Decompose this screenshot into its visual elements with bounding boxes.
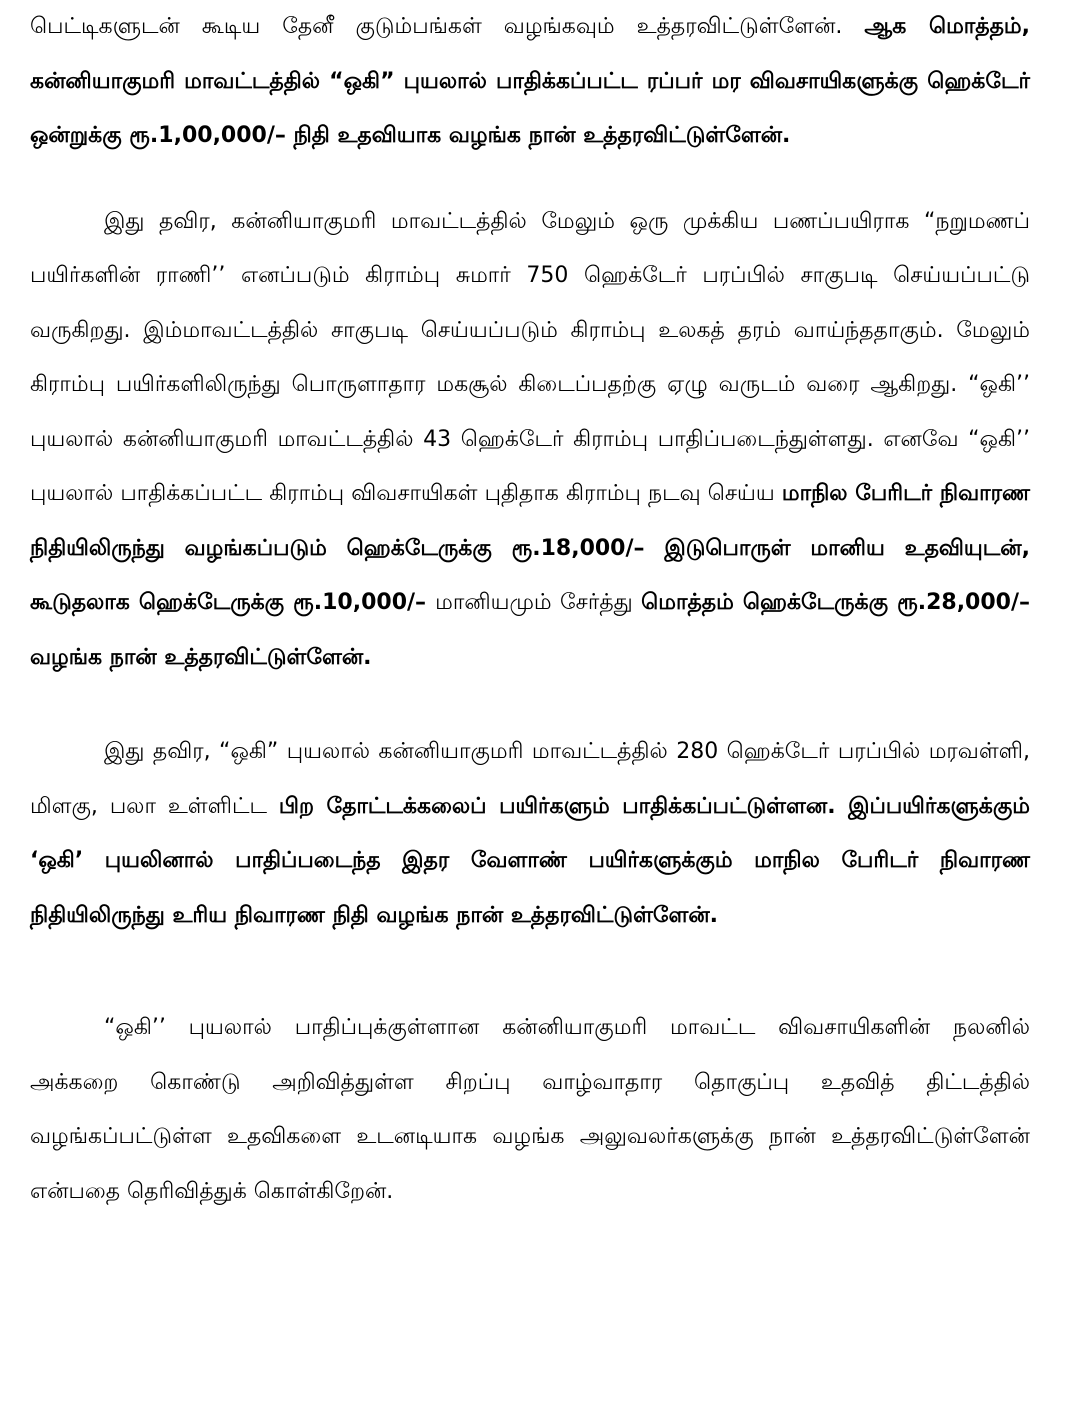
text-segment: இது தவிர, “ஒகி” புயலால் கன்னியாகுமரி மாவட்டத்தில் 280 ஹெக்டேர் பரப்பில் மரவள்ளி, மிளகு, பலா உள்ளிட்ட [30, 739, 1030, 819]
bold-text-segment: ஆக மொத்தம், கன்னியாகுமரி மாவட்டத்தில் “ஒகி” புயலால் பாதிக்கப்பட்ட ரப்பர் மர விவசாயிகளுக்கு ஹெக்டேர் ஒன்றுக்கு ரூ.1,00,000/– நிதி உதவியாக வழங்க நான் உத்தரவிட்டுள்ளேன். [30, 14, 1030, 148]
text-segment: “ஒகி’’ புயலால் பாதிப்புக்குள்ளான கன்னியாகுமரி மாவட்ட விவசாயிகளின் நலனில் அக்கறை கொண்டு அறிவித்துள்ள சிறப்பு வாழ்வாதார தொகுப்பு உதவித் திட்டத்தில் வழங்கப்பட்டுள்ள உதவிகளை உடனடியாக வழங்க அலுவலர்களுக்கு நான் உத்தரவிட்டுள்ளேன் என்பதை தெரிவித்துக் கொள்கிறேன். [30, 1015, 1030, 1204]
paragraph-rubber-farmers-relief [30, 0, 1030, 164]
document-page [30, 0, 1030, 1219]
bold-text-segment: பிற தோட்டக்கலைப் பயிர்களும் பாதிக்கப்பட்டுள்ளன. இப்பயிர்களுக்கும் ‘ஒகி’ புயலினால் பாதிப்படைந்த இதர வேளாண் பயிர்களுக்கும் மாநில பேரிடர் நிவாரண நிதியிலிருந்து உரிய நிவாரண நிதி வழங்க நான் உத்தரவிட்டுள்ளேன். [30, 793, 1030, 928]
paragraph-clove-farmers-relief [30, 195, 1030, 686]
bold-text-segment: மாநில பேரிடர் நிவாரண நிதியிலிருந்து வழங்கப்படும் ஹெக்டேருக்கு ரூ.18,000/– இடுபொருள் மானிய உதவியுடன், கூடுதலாக ஹெக்டேருக்கு ரூ.10,000/– [30, 481, 1030, 615]
paragraph-horticulture-crops-relief [30, 725, 1030, 943]
bold-text-segment: மொத்தம் ஹெக்டேருக்கு ரூ.28,000/– வழங்க நான் உத்தரவிட்டுள்ளேன். [30, 590, 1031, 670]
text-segment: பெட்டிகளுடன் கூடிய தேனீ குடும்பங்கள் வழங்கவும் உத்தரவிட்டுள்ளேன். [30, 14, 865, 39]
text-segment: மானியமும் சேர்த்து [435, 590, 642, 615]
text-segment: இது தவிர, கன்னியாகுமரி மாவட்டத்தில் மேலும் ஒரு முக்கிய பணப்பயிராக “நறுமணப் பயிர்களின் ராணி’’ எனப்படும் கிராம்பு சுமார் 750 ஹெக்டேர் பரப்பில் சாகுபடி செய்யப்பட்டு வருகிறது. இம்மாவட்டத்தில் சாகுபடி செய்யப்படும் கிராம்பு உலகத் தரம் வாய்ந்ததாகும். மேலும் கிராம்பு பயிர்களிலிருந்து பொருளாதார மகசூல் கிடைப்பதற்கு ஏழு வருடம் வரை ஆகிறது. “ஒகி’’ புயலால் கன்னியாகுமரி மாவட்டத்தில் 43 ஹெக்டேர் கிராம்பு பாதிப்படைந்துள்ளது. எனவே “ஒகி’’ புயலால் பாதிக்கப்பட்ட கிராம்பு விவசாயிகள் புதிதாக கிராம்பு நடவு செய்ய [30, 208, 1030, 506]
paragraph-closing-statement [30, 1001, 1030, 1219]
